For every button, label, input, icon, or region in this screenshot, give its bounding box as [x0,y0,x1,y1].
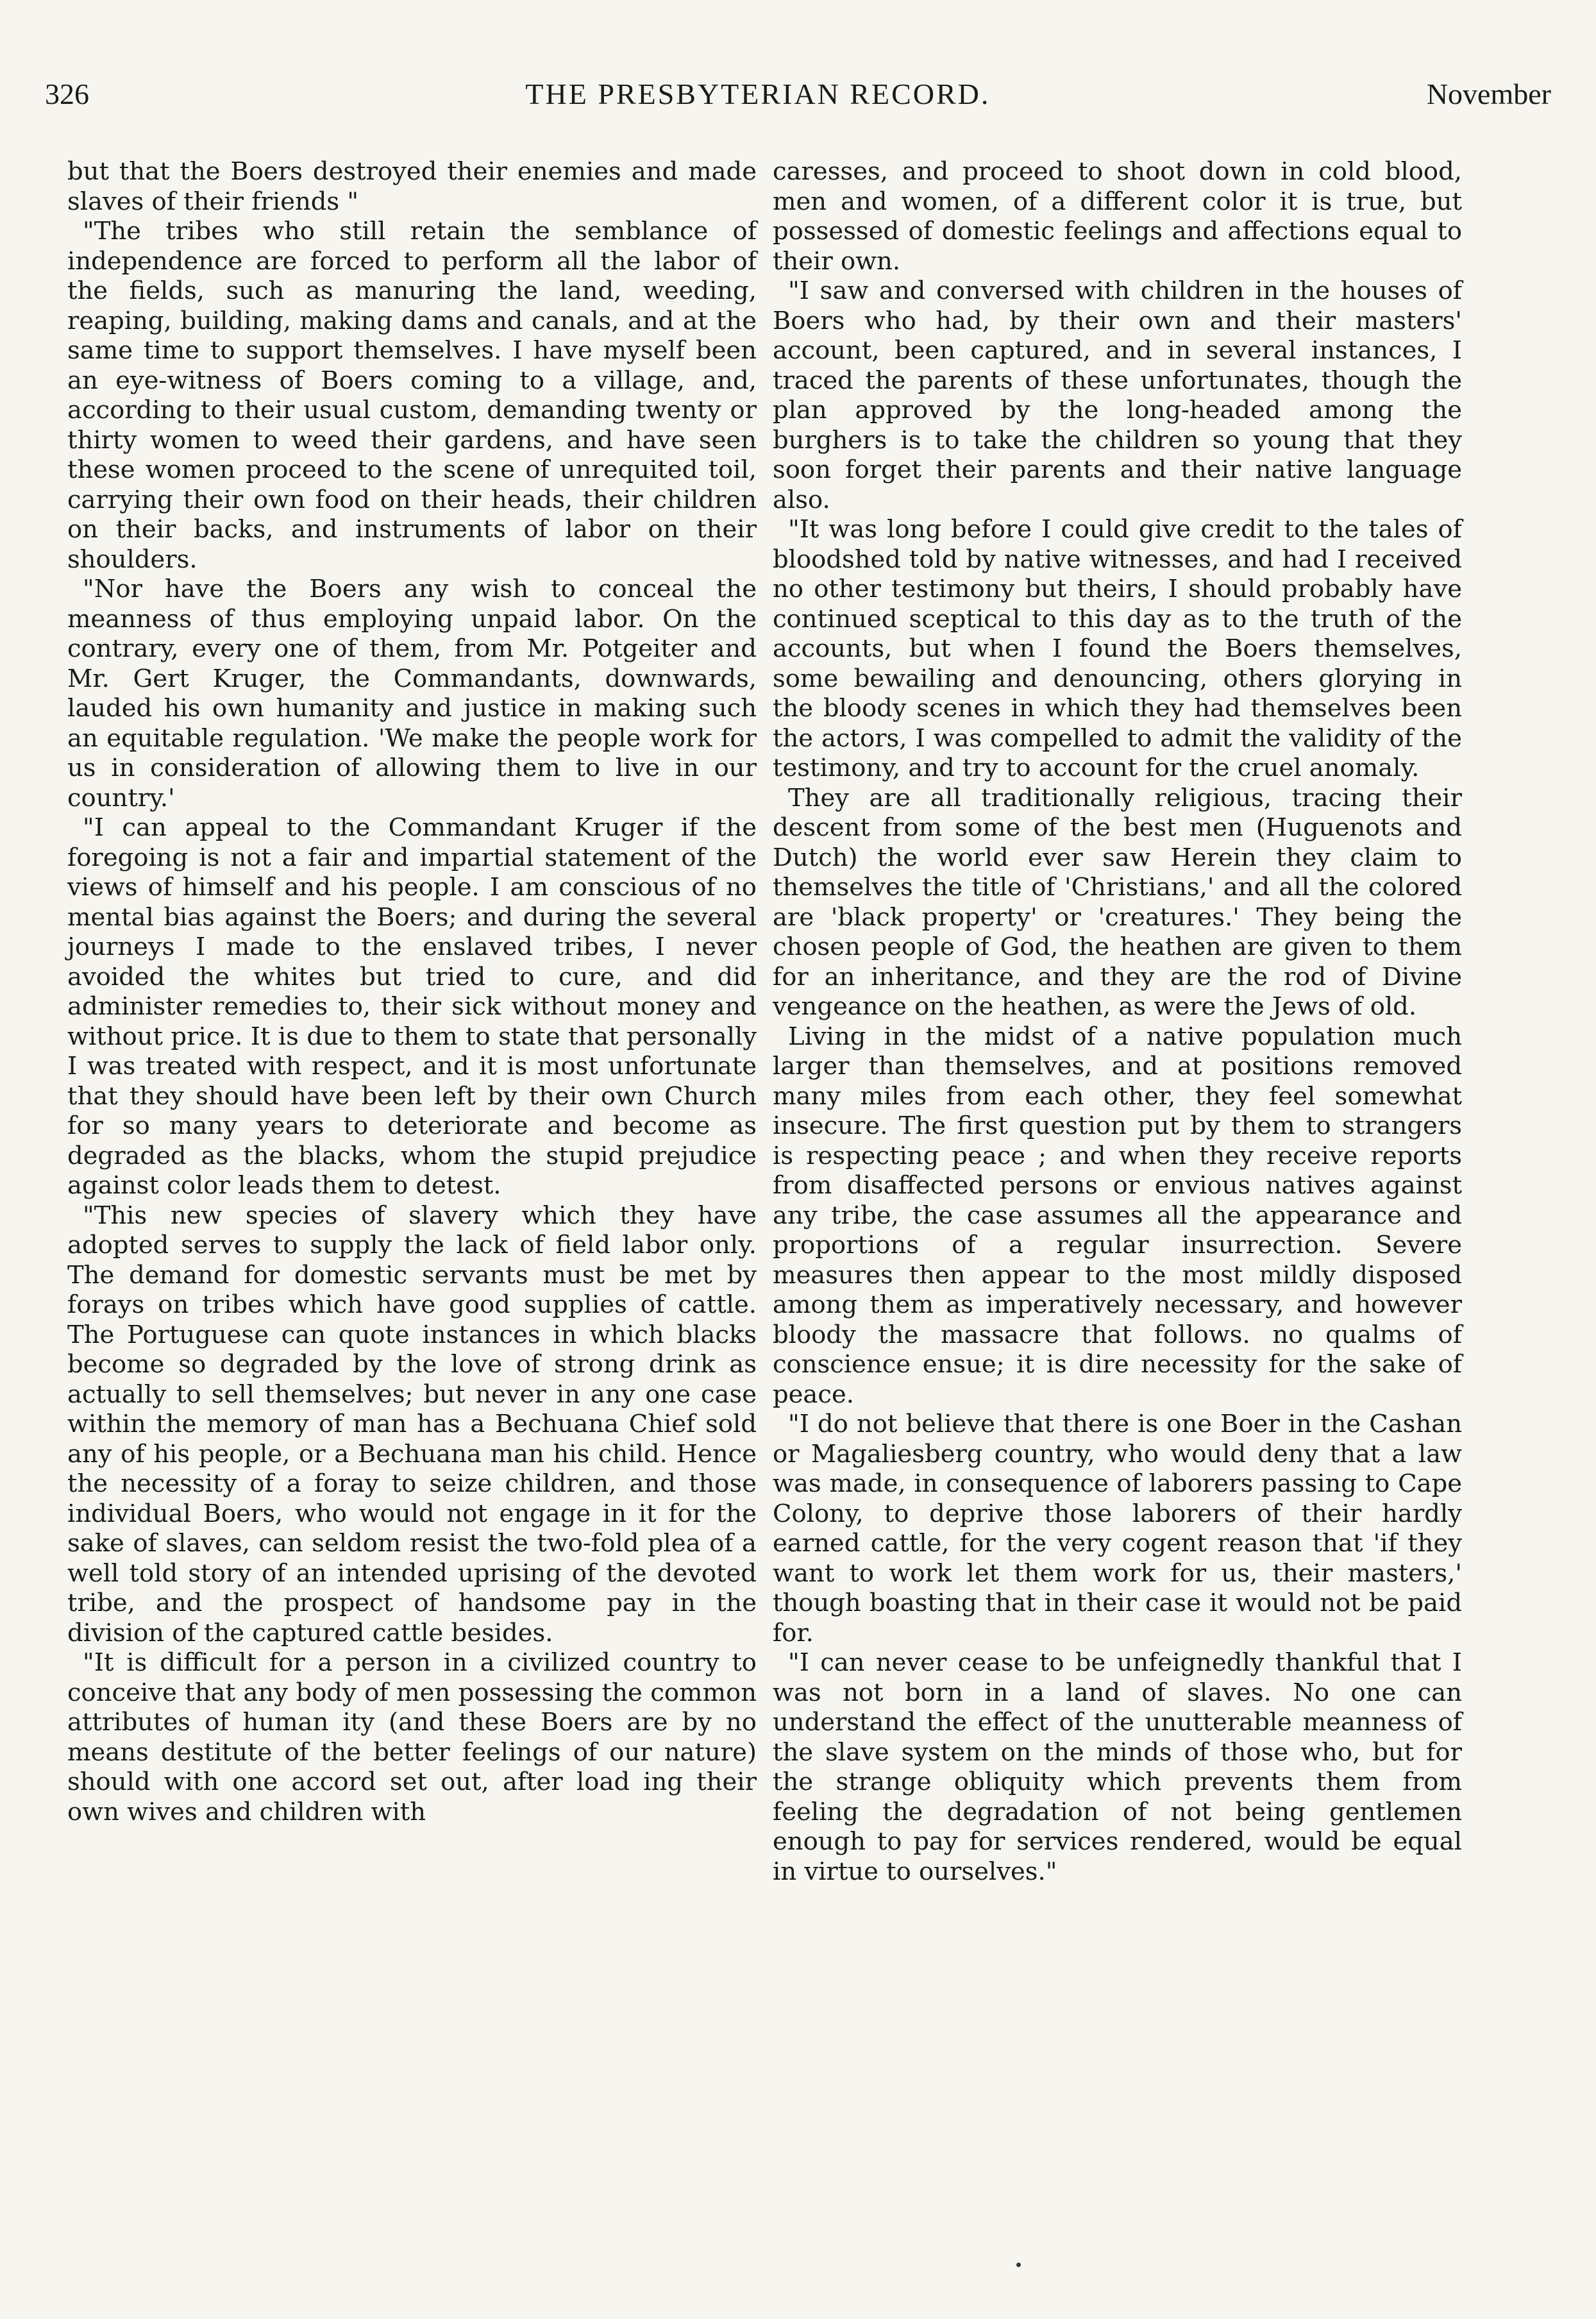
issue-month: November [1426,78,1551,110]
paragraph: They are all traditionally religious, tracing their descent from some of the best men (Huguenots and Dutch) the world ever saw Herein they claim to themselves the title of 'Christians,' and all the colored are 'black property' or 'creatures.' They being the chosen people of God, the heathen are given to them for an inheritance, and they are the rod of Divine vengeance on the heathen, as were the Jews of old. [773,783,1462,1021]
paragraph: "I can never cease to be unfeignedly thankful that I was not born in a land of slaves. No one can understand the effect of the unutterable meanness of the slave system on the minds of those who, but for the strange obliquity which prevents them from feeling the degradation of not being gentlemen enough to pay for services rendered, would be equal in virtue to ourselves." [773,1648,1462,1886]
paragraph: "This new species of slavery which they have adopted serves to supply the lack of field labor only. The demand for domestic servants must be met by forays on tribes which have good supplies of cattle. The Portuguese can quote instances in which blacks become so degraded by the love of strong drink as actually to sell themselves; but never in any one case within the memory of man has a Bechuana Chief sold any of his people, or a Bechuana man his child. Hence the necessity of a foray to seize children, and those individual Boers, who would not engage in it for the sake of slaves, can seldom resist the two-fold plea of a well told story of an intended uprising of the devoted tribe, and the prospect of handsome pay in the division of the captured cattle besides. [67,1201,757,1648]
paragraph: "Nor have the Boers any wish to conceal the meanness of thus employing unpaid labor. On the contrary, every one of them, from Mr. Potgeiter and Mr. Gert Kruger, the Commandants, downwards, lauded his own humanity and justice in making such an equitable regulation. 'We make the people work for us in consideration of allowing them to live in our country.' [67,575,757,813]
paragraph: "It is difficult for a person in a civilized country to conceive that any body of men possessing the common attributes of human ity (and these Boers are by no means destitute of the better feelings of our nature) should with one accord set out, after load ing their own wives and children with [67,1648,757,1826]
ink-speck [1016,2263,1021,2267]
paragraph: "I saw and conversed with children in the houses of Boers who had, by their own and their masters' account, been captured, and in several instances, I traced the parents of these unfortunates, though the plan approved by the long-headed among the burghers is to take the children so young that they soon forget their parents and their native language also. [773,276,1462,514]
paragraph: "It was long before I could give credit to the tales of bloodshed told by native witnesses, and had I received no other testimony but theirs, I should probably have continued sceptical to this day as to the truth of the accounts, but when I found the Boers themselves, some bewailing and denouncing, others glorying in the bloody scenes in which they had themselves been the actors, I was compelled to admit the validity of the testimony, and try to account for the cruel anomaly. [773,515,1462,782]
page-header [45,77,1551,128]
paragraph: but that the Boers destroyed their enemies and made slaves of their friends " [67,157,757,216]
left-column [67,157,757,1827]
paragraph: "The tribes who still retain the semblance of independence are forced to perform all the labor of the fields, such as manuring the land, weeding, reaping, building, making dams and canals, and at the same time to support themselves. I have myself been an eye-witness of Boers coming to a village, and, according to their usual custom, demanding twenty or thirty women to weed their gardens, and have seen these women proceed to the scene of unrequited toil, carrying their own food on their heads, their children on their backs, and instruments of labor on their shoulders. [67,217,757,574]
page-number: 326 [45,78,89,110]
paragraph: "I do not believe that there is one Boer in the Cashan or Magaliesberg country, who would deny that a law was made, in consequence of laborers passing to Cape Colony, to deprive those laborers of their hardly earned cattle, for the very cogent reason that 'if they want to work let them work for us, their masters,' though boasting that in their case it would not be paid for. [773,1410,1462,1648]
paragraph: Living in the midst of a native population much larger than themselves, and at positions removed many miles from each other, they feel somewhat insecure. The first question put by them to strangers is respecting peace ; and when they receive reports from disaffected persons or envious natives against any tribe, the case assumes all the appearance and proportions of a regular insurrection. Severe measures then appear to the most mildly disposed among them as imperatively necessary, and however bloody the massacre that follows. no qualms of conscience ensue; it is dire necessity for the sake of peace. [773,1022,1462,1409]
right-column [773,157,1462,1887]
publication-title: THE PRESBYTERIAN RECORD. [525,78,991,110]
paragraph: caresses, and proceed to shoot down in cold blood, men and women, of a different color it is true, but possessed of domestic feelings and affections equal to their own. [773,157,1462,276]
paragraph: "I can appeal to the Commandant Kruger if the foregoing is not a fair and impartial statement of the views of himself and his people. I am conscious of no mental bias against the Boers; and during the several journeys I made to the enslaved tribes, I never avoided the whites but tried to cure, and did administer remedies to, their sick without money and without price. It is due to them to state that personally I was treated with respect, and it is most unfortunate that they should have been left by their own Church for so many years to deteriorate and become as degraded as the blacks, whom the stupid prejudice against color leads them to detest. [67,813,757,1200]
